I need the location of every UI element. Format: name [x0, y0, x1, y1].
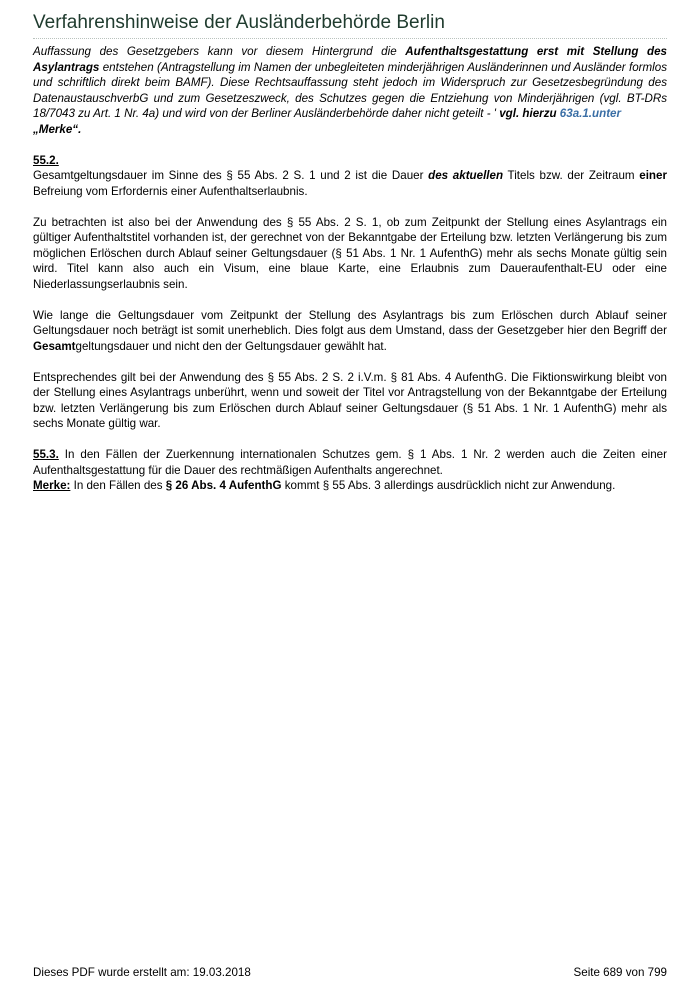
section-55-2-paragraph-3 [33, 308, 667, 355]
section-55-2-paragraph-4: Entsprechendes gilt bei der Anwendung des § 55 Abs. 2 S. 2 i.V.m. § 81 Abs. 4 AufenthG. Die Fiktionswirkung bleibt von der Stellung eines Asylantrags unberührt, wenn und soweit der Titel vor Antragstellung von der Bekanntgabe der Erteilung bzw. letzten Verlängerung bis zum Erlöschen durch Ablauf seiner Geltungsdauer (§ 51 Abs. 1 Nr. 1 AufenthG) mehr als sechs Monate gültig war. [33, 370, 667, 430]
page-header-title: Verfahrenshinweise der Ausländerbehörde Berlin [33, 12, 445, 33]
intro-bold-1: Aufenthaltsgestattung erst mit Stellung des Asylantrags [33, 45, 667, 74]
section-55-3-heading: 55.3. [33, 448, 59, 461]
footer-page-number: Seite 689 von 799 [573, 966, 667, 979]
reference-link-63a[interactable]: 63a.1.unter [559, 107, 622, 120]
s552-p3-text-2: geltungsdauer und nicht den der Geltungsdauer gewählt hat. [75, 339, 387, 353]
intro-bold-2: vgl. hierzu [499, 107, 560, 120]
section-55-2-paragraph-1 [33, 168, 667, 199]
merke-bold: § 26 Abs. 4 AufenthG [165, 479, 282, 492]
s552-p1-text-3: Befreiung vom Erfordernis einer Aufenthaltserlaubnis. [33, 184, 308, 198]
document-body [33, 44, 667, 494]
section-55-2 [33, 153, 667, 169]
intro-bold-3: „Merke“. [33, 122, 82, 136]
s552-p1-bold-italic: des aktuellen [428, 169, 504, 182]
s552-p3-text-1: Wie lange die Geltungsdauer vom Zeitpunkt der Stellung des Asylantrags bis zum Erlöschen durch Ablauf seiner Geltungsdauer noch beträgt ist somit unerheblich. Dies folgt aus dem Umstand, dass der Gesetzgeber hier den Begriff der [33, 308, 667, 337]
intro-text-1: Auffassung des Gesetzgebers kann vor diesem Hintergrund die [33, 45, 406, 58]
section-55-3-paragraph [33, 447, 667, 478]
footer-created-date: Dieses PDF wurde erstellt am: 19.03.2018 [33, 966, 251, 979]
s552-p1-text-1: Gesamtgeltungsdauer im Sinne des § 55 Abs. 2 S. 1 und 2 ist die Dauer [33, 169, 429, 182]
s552-p3-bold: Gesamt [33, 339, 76, 353]
intro-text-2: entstehen (Antragstellung im Namen der unbegleiteten minderjährigen Ausländerinnen und Ausländer formlos und schriftlich direkt beim BAMF). Diese Rechtsauffassung steht jedoch im Widerspruch zur Gesetzesbegründung des DatenaustauschverbG und zum Gesetzeszweck, des Schutzes gegen die Entziehung von Minderjährigen (vgl. BT-DRs 18/7043 zu Art. 1 Nr. 4a) und wird von der Berliner Ausländerbehörde daher nicht geteilt - ' [33, 60, 667, 120]
merke-text-2: kommt § 55 Abs. 3 allerdings ausdrücklich nicht zur Anwendung. [281, 479, 616, 492]
section-55-2-heading: 55.2. [33, 153, 59, 167]
section-55-2-paragraph-2: Zu betrachten ist also bei der Anwendung des § 55 Abs. 2 S. 1, ob zum Zeitpunkt der Stellung eines Asylantrags ein gültiger Aufenthaltstitel vorhanden ist, der gerechnet von der Bekanntgabe der Erteilung bzw. letzten Verlängerung bis zum möglichen Erlöschen durch Ablauf seiner Geltungsdauer (§ 51 Abs. 1 Nr. 1 AufenthG) mehr als sechs Monate gültig sein wird. Titel kann also auch ein Visum, eine blaue Karte, eine Erlaubnis zum Daueraufenthalt-EU oder eine Niederlassungserlaubnis sein. [33, 215, 667, 291]
intro-paragraph [33, 44, 667, 137]
s552-p1-bold: einer [639, 169, 667, 182]
header-divider [33, 38, 667, 39]
merke-label: Merke: [33, 479, 71, 492]
merke-paragraph [33, 478, 667, 494]
merke-text-1: In den Fällen des [70, 479, 166, 492]
s553-text: In den Fällen der Zuerkennung internationalen Schutzes gem. § 1 Abs. 1 Nr. 2 werden auch die Zeiten einer Aufenthaltsgestattung für die Dauer des rechtmäßigen Aufenthalts angerechnet. [33, 448, 667, 477]
s552-p1-text-2: Titels bzw. der Zeitraum [503, 169, 640, 182]
